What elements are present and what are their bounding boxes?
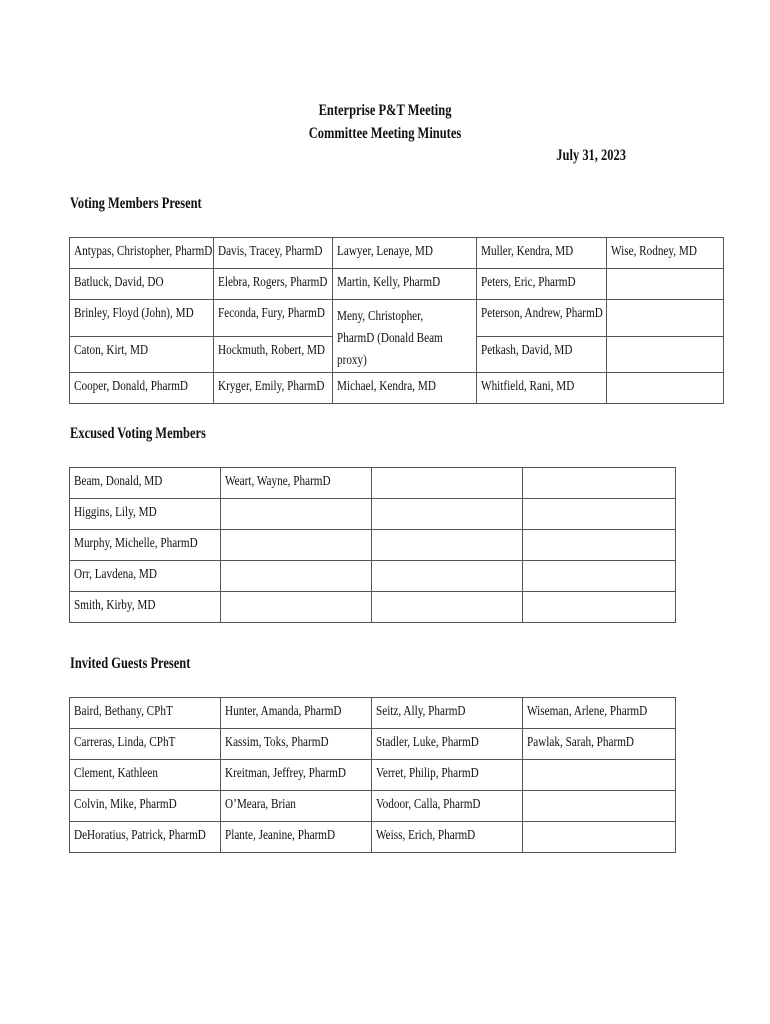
table-cell: Lawyer, Lenaye, MD: [333, 238, 477, 269]
invited-guests-heading: Invited Guests Present: [70, 655, 191, 672]
table-cell: O’Meara, Brian: [221, 791, 372, 822]
invited-guests-table: [69, 697, 676, 853]
meeting-date: July 31, 2023: [556, 147, 626, 164]
table-row: [70, 468, 676, 499]
table-cell: [372, 530, 523, 561]
table-cell: Petkash, David, MD: [477, 336, 607, 373]
table-cell: [607, 269, 724, 300]
document-title: Enterprise P&T Meeting: [318, 102, 452, 119]
table-cell: Higgins, Lily, MD: [70, 499, 221, 530]
table-cell: Murphy, Michelle, PharmD: [70, 530, 221, 561]
table-cell: Peterson, Andrew, PharmD: [477, 300, 607, 337]
table-row: [70, 592, 676, 623]
voting-members-table: [69, 237, 724, 404]
table-cell: Kassim, Toks, PharmD: [221, 729, 372, 760]
table-cell: [221, 530, 372, 561]
table-cell: [523, 561, 676, 592]
table-cell: Weart, Wayne, PharmD: [221, 468, 372, 499]
table-row: [70, 373, 724, 404]
table-cell: [607, 373, 724, 404]
voting-members-heading: Voting Members Present: [70, 195, 202, 212]
table-cell: Michael, Kendra, MD: [333, 373, 477, 404]
table-cell: Caton, Kirt, MD: [70, 336, 214, 373]
table-cell: [523, 530, 676, 561]
table-cell: [523, 499, 676, 530]
table-cell: [221, 592, 372, 623]
table-cell: Martin, Kelly, PharmD: [333, 269, 477, 300]
table-cell: Batluck, David, DO: [70, 269, 214, 300]
table-row: [70, 791, 676, 822]
table-cell: Brinley, Floyd (John), MD: [70, 300, 214, 337]
table-cell: Carreras, Linda, CPhT: [70, 729, 221, 760]
table-cell: [523, 822, 676, 853]
table-cell: Beam, Donald, MD: [70, 468, 221, 499]
table-cell: [372, 499, 523, 530]
table-cell: [523, 791, 676, 822]
table-cell: Baird, Bethany, CPhT: [70, 698, 221, 729]
table-cell: Verret, Philip, PharmD: [372, 760, 523, 791]
table-cell: Whitfield, Rani, MD: [477, 373, 607, 404]
table-cell: Wiseman, Arlene, PharmD: [523, 698, 676, 729]
table-cell: [372, 592, 523, 623]
table-cell: Clement, Kathleen: [70, 760, 221, 791]
table-cell: Feconda, Fury, PharmD: [214, 300, 333, 337]
table-cell: Orr, Lavdena, MD: [70, 561, 221, 592]
table-cell: Hunter, Amanda, PharmD: [221, 698, 372, 729]
table-cell: [523, 592, 676, 623]
table-cell: Elebra, Rogers, PharmD: [214, 269, 333, 300]
table-cell: Hockmuth, Robert, MD: [214, 336, 333, 373]
table-cell: [523, 760, 676, 791]
table-cell: Meny, Christopher, PharmD (Donald Beam proxy): [333, 300, 477, 373]
table-row: [70, 238, 724, 269]
table-cell: Plante, Jeanine, PharmD: [221, 822, 372, 853]
table-cell: Muller, Kendra, MD: [477, 238, 607, 269]
table-row: [70, 530, 676, 561]
excused-members-heading: Excused Voting Members: [70, 425, 206, 442]
table-cell: Seitz, Ally, PharmD: [372, 698, 523, 729]
table-row: [70, 822, 676, 853]
table-row: [70, 561, 676, 592]
table-cell: Kryger, Emily, PharmD: [214, 373, 333, 404]
table-cell: DeHoratius, Patrick, PharmD: [70, 822, 221, 853]
table-cell: [372, 468, 523, 499]
excused-members-table: [69, 467, 676, 623]
table-cell: Stadler, Luke, PharmD: [372, 729, 523, 760]
table-cell: [523, 468, 676, 499]
table-cell: Antypas, Christopher, PharmD: [70, 238, 214, 269]
table-row: [70, 760, 676, 791]
table-cell: Kreitman, Jeffrey, PharmD: [221, 760, 372, 791]
table-cell: [221, 499, 372, 530]
table-cell: Smith, Kirby, MD: [70, 592, 221, 623]
table-cell: [607, 300, 724, 337]
table-cell: Pawlak, Sarah, PharmD: [523, 729, 676, 760]
table-cell: Wise, Rodney, MD: [607, 238, 724, 269]
table-cell: Davis, Tracey, PharmD: [214, 238, 333, 269]
table-row: [70, 729, 676, 760]
table-cell: Vodoor, Calla, PharmD: [372, 791, 523, 822]
table-row: [70, 300, 724, 337]
table-cell: Peters, Eric, PharmD: [477, 269, 607, 300]
table-cell: Cooper, Donald, PharmD: [70, 373, 214, 404]
table-cell: [607, 336, 724, 373]
table-row: [70, 269, 724, 300]
table-cell: Colvin, Mike, PharmD: [70, 791, 221, 822]
table-row: [70, 499, 676, 530]
table-cell: [372, 561, 523, 592]
table-cell: Weiss, Erich, PharmD: [372, 822, 523, 853]
table-cell: [221, 561, 372, 592]
document-subtitle: Committee Meeting Minutes: [308, 125, 462, 142]
table-row: [70, 698, 676, 729]
